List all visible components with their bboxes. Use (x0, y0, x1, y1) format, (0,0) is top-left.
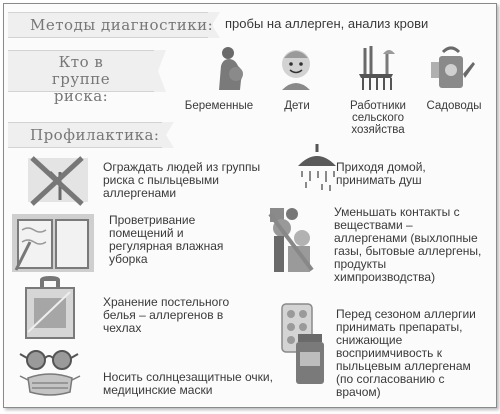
prevention-item-7: Носить солнцезащитные очки, медицинские маски (103, 370, 273, 397)
pregnant-woman-icon (209, 44, 251, 92)
risk-title-line1: Кто в группе (51, 53, 111, 88)
prevention-item-5: Хранение постельного белья – аллергенов в чехлах (103, 295, 230, 335)
risk-label-children: Дети (284, 100, 310, 112)
window-icon (10, 212, 96, 274)
infographic (3, 3, 497, 408)
pills-icon (278, 300, 332, 386)
risk-label-pregnant: Беременные (184, 100, 254, 112)
prevention-item-3: Проветривание помещений и регулярная влажная уборка (109, 213, 224, 266)
diagnostics-title: Методы диагностики: (30, 16, 214, 34)
prevention-item-2: Приходя домой, принимать душ (336, 160, 426, 187)
bedding-bag-icon (20, 276, 80, 340)
shower-icon (294, 144, 340, 194)
diagnostics-value: пробы на аллерген, анализ крови (225, 16, 429, 31)
banner-notch-icon (154, 50, 166, 92)
risk-title-line2: риска: (53, 87, 109, 105)
banner-notch-icon (162, 122, 174, 148)
prevention-item-1: Ограждать людей из группы риска с пыльцевыми аллергенами (103, 160, 261, 200)
glasses-mask-icon (18, 348, 84, 398)
risk-label-gardeners: Садоводы (426, 100, 482, 112)
risk-title (36, 54, 126, 105)
watering-can-icon (429, 44, 475, 92)
risk-label-farm-workers: Работники сельского хозяйства (350, 100, 406, 136)
crossed-plant-icon (20, 154, 92, 206)
prevention-item-6: Перед сезоном аллергии принимать препараты, снижающие восприимчивость к пыльцевым аллергенам (по согласованию с врачом) (336, 307, 476, 399)
child-icon (274, 44, 318, 92)
rake-icon (353, 44, 397, 92)
prevention-item-4: Уменьшать контакты с веществами – аллергенами (выхлопные газы, бытовые аллергены, продукты химпроизводства) (334, 205, 482, 284)
factory-icon (266, 200, 316, 274)
prevention-title: Профилактика: (30, 126, 160, 144)
